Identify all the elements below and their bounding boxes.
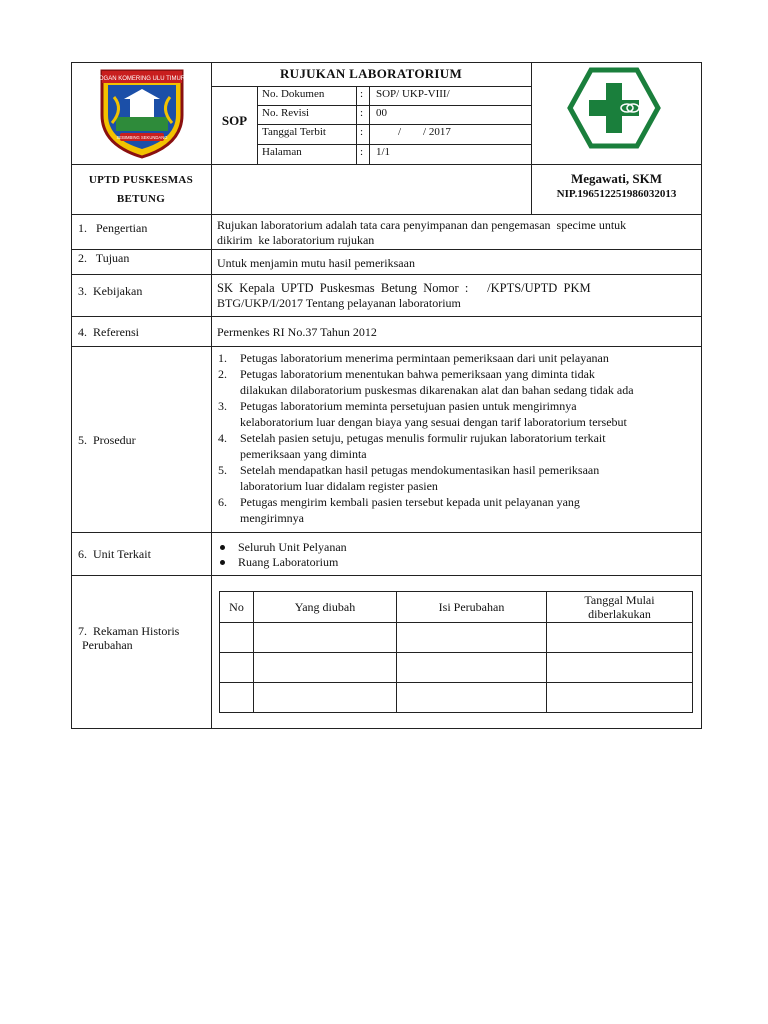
divider [257,86,258,164]
kebijakan-text-line1: SK Kepala UPTD Puskesmas Betung Nomor : /KPTS/UPTD PKM [217,281,591,295]
sop-label: SOP [221,113,248,128]
meta-value-tanggal-terbit: / / 2017 [398,126,451,138]
divider [257,144,531,145]
procedure-step: 1. Petugas laboratorium menerima permintaan pemeriksaan dari unit pelayanan [218,351,609,365]
meta-label-no-revisi: No. Revisi [262,107,310,119]
document-title: RUJUKAN LABORATORIUM [279,66,463,81]
row-label-kebijakan: 3. Kebijakan [78,284,143,298]
divider [257,124,531,125]
table-cell [220,653,254,683]
divider [71,249,702,250]
row-label-rekaman-historis: 7. Rekaman Historis [78,624,180,638]
divider [71,316,702,317]
procedure-step: 5. Setelah mendapatkan hasil petugas mendokumentasikan hasil pemeriksaan laboratorium luar didalam register pasien [218,463,600,493]
table-cell [547,683,693,713]
list-item: Seluruh Unit Pelyanan [218,540,347,555]
referensi-text: Permenkes RI No.37 Tahun 2012 [217,325,377,339]
column-header-tanggal-mulai: Tanggal Mulai diberlakukan [547,592,693,623]
row-label-unit-terkait: 6. Unit Terkait [78,547,151,561]
table-row [220,653,693,683]
meta-value-halaman: 1/1 [376,146,391,158]
table-header-row [220,592,693,623]
institution-name: UPTD PUSKESMAS [88,174,194,186]
column-header-no: No [220,592,254,623]
logo-motto-text: SEBIMBING SEKUNDANG [116,135,168,140]
pengertian-text-line1: Rujukan laboratorium adalah tata cara penyimpanan dan pengemasan specime untuk [217,218,627,232]
procedure-step: 4. Setelah pasien setuju, petugas menulis formulir rujukan laboratorium terkait pemeriksaan yang diminta [218,431,606,461]
table-cell [547,623,693,653]
divider [71,532,702,533]
meta-sep: : [360,126,364,138]
table-cell [220,683,254,713]
procedure-step: 2. Petugas laboratorium menentukan bahwa pemeriksaan yang diminta tidak dilakukan dilaboratorium puskesmas dikarenakan alat dan bahan sedang tidak ada [218,367,634,397]
table-cell [220,623,254,653]
table-row [220,683,693,713]
meta-value-no-revisi: 00 [376,107,387,119]
divider [356,86,357,164]
divider [71,346,702,347]
signer-name: Megawati, SKM [571,171,662,186]
divider [257,105,531,106]
puskesmas-cross-logo [567,67,661,149]
procedure-step: 3. Petugas laboratorium meminta persetujuan pasien untuk mengirimnya kelaboratorium luar dengan biaya yang sesuai dengan tarif laboratorium tersebut [218,399,627,429]
meta-sep: : [360,88,364,100]
row-label-rekaman-historis-line2: Perubahan [82,638,133,652]
meta-label-tanggal-terbit: Tanggal Terbit [262,126,326,138]
kebijakan-text-line2: BTG/UKP/I/2017 Tentang pelayanan laboratorium [217,296,461,310]
column-header-isi-perubahan: Isi Perubahan [397,592,547,623]
divider [369,86,370,164]
table-cell [254,653,397,683]
institution-name-line2: BETUNG [116,193,166,205]
divider [71,214,702,215]
meta-label-halaman: Halaman [262,146,302,158]
table-cell [254,623,397,653]
table-row [220,623,693,653]
row-label-tujuan: 2. Tujuan [78,251,130,265]
table-cell [397,653,547,683]
pengertian-text-line2: dikirim ke laboratorium rujukan [217,233,375,247]
row-label-referensi: 4. Referensi [78,325,139,339]
procedure-steps [218,350,696,526]
table-cell [397,683,547,713]
tujuan-text: Untuk menjamin mutu hasil pemeriksaan [217,256,415,270]
divider [71,274,702,275]
list-item: Ruang Laboratorium [218,555,347,570]
row-label-prosedur: 5. Prosedur [78,433,136,447]
table-cell [397,623,547,653]
divider [71,164,702,165]
related-units-list [218,540,347,570]
divider [211,62,212,729]
table-cell [547,653,693,683]
bullet-icon [220,545,225,550]
bullet-icon [220,560,225,565]
column-header-yang-diubah: Yang diubah [254,592,397,623]
signer-nip: NIP.196512251986032013 [556,188,677,200]
meta-value-no-dokumen: SOP/ UKP-VIII/ [376,88,450,100]
logo-banner-text: OGAN KOMERING ULU TIMUR [98,76,186,82]
divider [211,86,531,87]
meta-sep: : [360,146,364,158]
divider [71,575,702,576]
regency-emblem-logo [94,65,190,159]
procedure-step: 6. Petugas mengirim kembali pasien tersebut kepada unit pelayanan yang mengirimnya [218,495,580,525]
meta-sep: : [360,107,364,119]
revision-history-table [219,591,693,713]
table-cell [254,683,397,713]
row-label-pengertian: 1. Pengertian [78,221,148,235]
meta-label-no-dokumen: No. Dokumen [262,88,325,100]
